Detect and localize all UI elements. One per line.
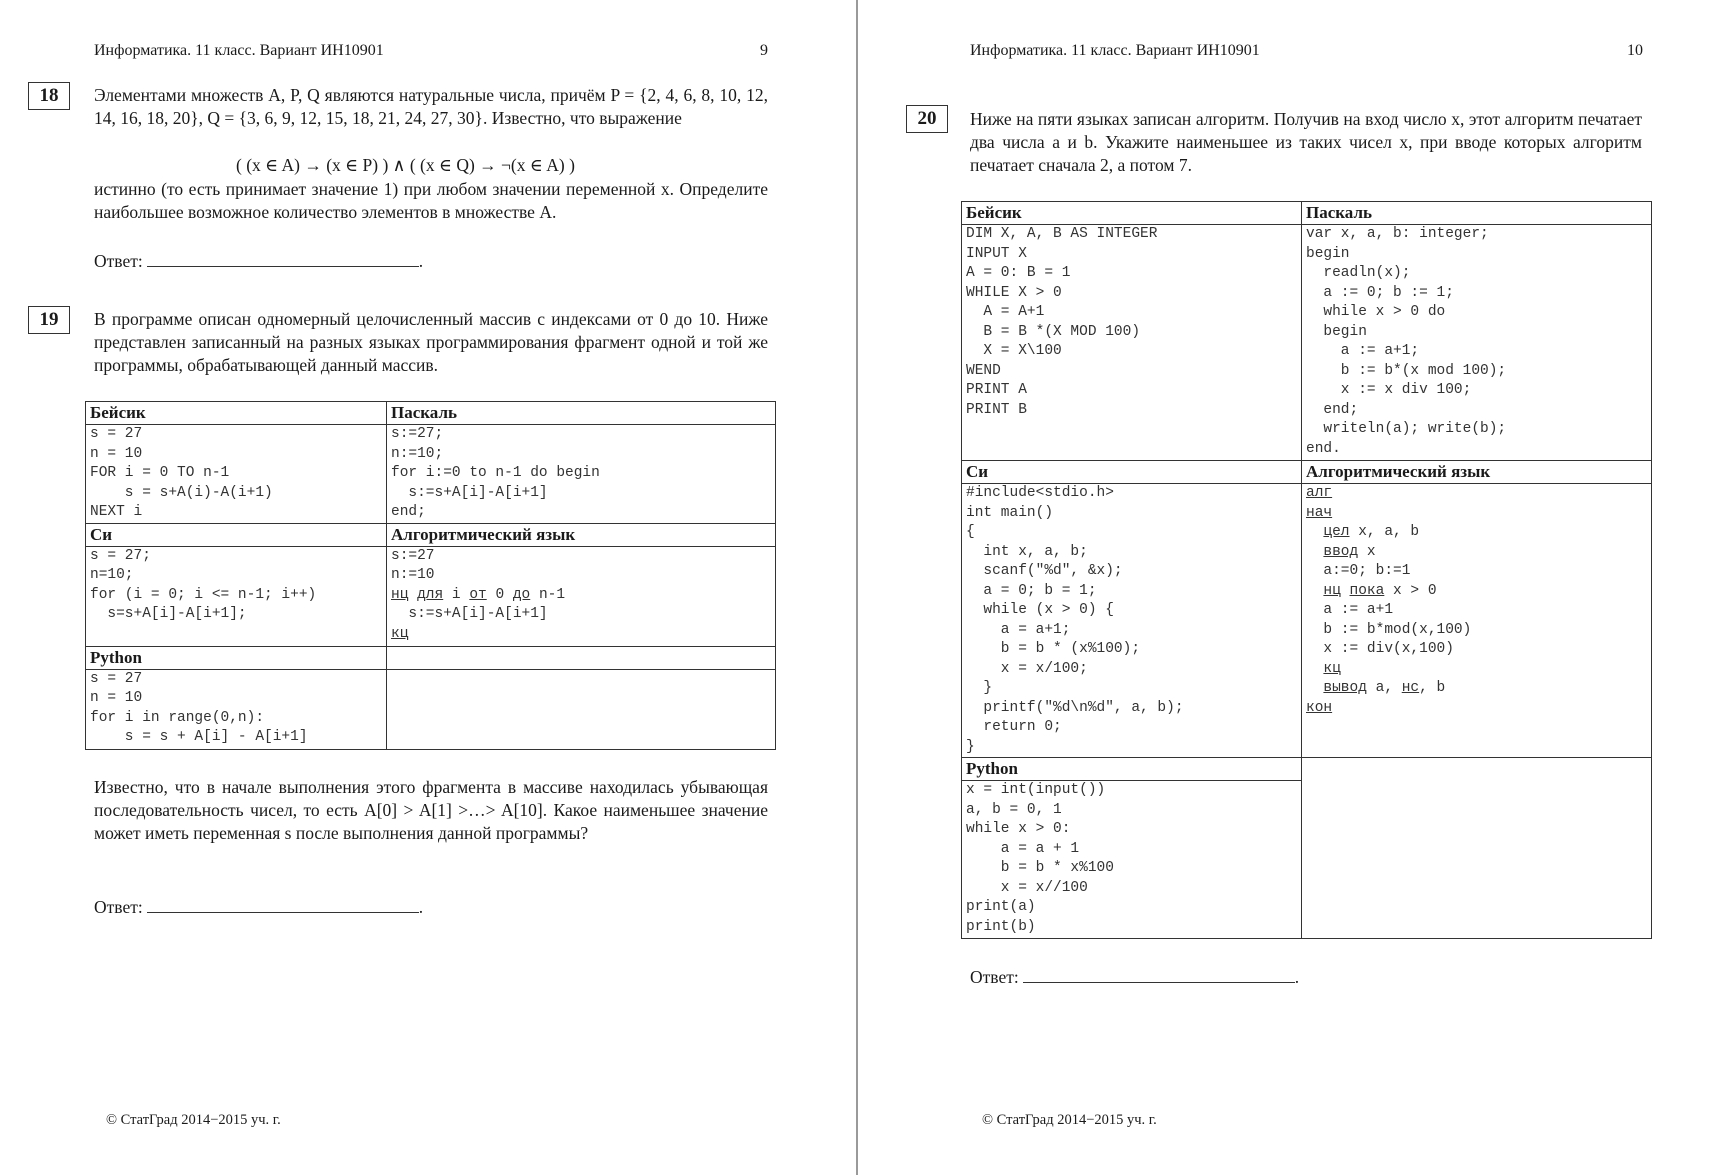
page-footer: © СтатГрад 2014−2015 уч. г. <box>982 1112 1157 1128</box>
page-number: 9 <box>760 42 768 59</box>
page-number: 10 <box>1627 42 1643 59</box>
q20-answer: Ответ: . <box>970 967 1300 987</box>
q18-answer: Ответ: . <box>94 251 424 271</box>
answer-field[interactable] <box>147 896 419 913</box>
header-pascal: Паскаль <box>1302 202 1652 225</box>
q20-code-table <box>961 201 1652 939</box>
code-c: s = 27; n=10; for (i = 0; i <= n-1; i++) s=s+A[i]-A[i+1]; <box>90 547 317 622</box>
q18-text-1: Элементами множеств A, P, Q являются натуральные числа, причём P = {2, 4, 6, 8, 10, 12, 14, 16, 18, 20}, Q = {3, 6, 9, 12, 15, 18, 21, 24, 27, 30}. Известно, что выражение <box>94 85 768 128</box>
header-c: Си <box>962 461 1302 484</box>
code-c: #include<stdio.h> int main() { int x, a, b; scanf("%d", &x); a = 0; b = 1; while (x > 0) { a = a+1; b = b * (x%100); x = x/100; } printf("%d\n%d", a, b); return 0; } <box>966 485 1184 755</box>
header-python: Python <box>86 646 387 669</box>
code-algo: алг нач цел x, a, b ввод x a:=0; b:=1 нц пока x > 0 a := a+1 b := b*mod(x,100) x := div(x,100) кц вывод a, нс, b кон <box>1306 485 1472 716</box>
code-pascal: s:=27; n:=10; for i:=0 to n-1 do begin s:=s+A[i]-A[i+1] end; <box>391 426 600 520</box>
answer-label: Ответ: <box>94 897 143 917</box>
code-basic: DIM X, A, B AS INTEGER INPUT X A = 0: B = 1 WHILE X > 0 A = A+1 B = B *(X MOD 100) X = X\100 WEND PRINT A PRINT B <box>966 226 1158 418</box>
answer-field[interactable] <box>1023 966 1295 983</box>
answer-label: Ответ: <box>970 967 1019 987</box>
right-page <box>858 0 1712 1175</box>
header-algo: Алгоритмический язык <box>1302 461 1652 484</box>
code-pascal: var x, a, b: integer; begin readln(x); a := 0; b := 1; while x > 0 do begin a := a+1; b := b*(x mod 100); x := x div 100; end; writeln(a); write(b); end. <box>1306 226 1507 457</box>
q19-text-2: Известно, что в начале выполнения этого фрагмента в массиве находилась убывающая последовательность чисел, то есть A[0] > A[1] >…> A[10]. Какое наименьшее значение может иметь переменная s после выполнения данной программы? <box>94 777 768 843</box>
header-basic: Бейсик <box>86 402 387 425</box>
q20-text-1: Ниже на пяти языках записан алгоритм. Получив на вход число x, этот алгоритм печатает два числа a и b. Укажите наименьшее из таких чисел x, при вводе которых алгоритм печатает сначала 2, а потом 7. <box>970 109 1642 175</box>
q19-answer: Ответ: . <box>94 897 424 917</box>
page-header-title: Информатика. 11 класс. Вариант ИН10901 <box>94 42 384 59</box>
header-python: Python <box>962 758 1302 781</box>
page-footer: © СтатГрад 2014−2015 уч. г. <box>106 1112 281 1128</box>
header-c: Си <box>86 523 387 546</box>
header-pascal: Паскаль <box>387 402 776 425</box>
answer-field[interactable] <box>147 250 419 267</box>
code-basic: s = 27 n = 10 FOR i = 0 TO n-1 s = s+A(i)-A(i+1) NEXT i <box>90 426 273 520</box>
q19-code-table <box>85 401 776 750</box>
code-python: x = int(input()) a, b = 0, 1 while x > 0: a = a + 1 b = b * x%100 x = x//100 print(a) print(b) <box>966 782 1114 935</box>
question-number-18: 18 <box>28 82 70 110</box>
header-algo: Алгоритмический язык <box>387 523 776 546</box>
code-algo: s:=27 n:=10 нц для i от 0 до n-1 s:=s+A[i]-A[i+1] кц <box>391 547 566 642</box>
code-python: s = 27 n = 10 for i in range(0,n): s = s + A[i] - A[i+1] <box>90 670 308 745</box>
q18-text-2: истинно (то есть принимает значение 1) при любом значении переменной x. Определите наибольшее возможное количество элементов в множестве A. <box>94 179 768 222</box>
answer-label: Ответ: <box>94 251 143 271</box>
q19-text-1: В программе описан одномерный целочисленный массив с индексами от 0 до 10. Ниже представлен записанный на разных языках программирования фрагмент одной и той же программы, обрабатывающей данный массив. <box>94 309 768 375</box>
q18-formula: ( (x ∈ A) → (x ∈ P) ) ∧ ( (x ∈ Q) → ¬(x ∈ A) ) <box>236 155 575 175</box>
question-number-19: 19 <box>28 306 70 334</box>
header-basic: Бейсик <box>962 202 1302 225</box>
page-header-title: Информатика. 11 класс. Вариант ИН10901 <box>970 42 1260 59</box>
question-number-20: 20 <box>906 105 948 133</box>
